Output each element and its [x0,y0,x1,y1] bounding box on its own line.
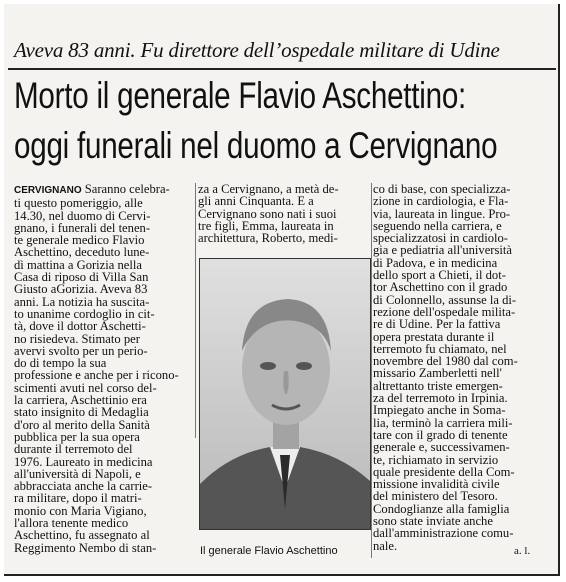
article-text-line: Aschettino, fu assegnato al [14,528,150,543]
article-text-line: novembre del 1980 dal com- [373,354,518,369]
article-text-line: te, richiamato in servizio [373,452,499,467]
article-text-line: tare con il grado di tenente [373,427,508,442]
article-text-line: rezione dell'ospedale milita- [373,304,516,319]
article-text-line: tor Aschettino con il grado [373,280,508,295]
article-text-line: Cervignano sono nati i suoi [198,206,337,221]
article-text-line: abbracciata anche la carrie- [14,479,153,494]
article-text-line: Saranno celebra- [84,182,170,196]
article-text-line: lia, terminò la carriera mili- [373,415,513,430]
article-text-line: to unanime cordoglio in cit- [14,306,155,321]
article-text-line: opera prestata durante il [373,329,495,344]
headline-line-2: oggi funerali nel duomo a Cervignano [14,125,498,166]
article-kicker: Aveva 83 anni. Fu direttore dell’ospedale militare di Udine [14,38,500,62]
article-text-line: avervi svolto per un perio- [14,343,148,358]
article-text-line: 1976. Laureato in medicina [14,454,153,469]
article-text-line: all'università di Napoli, e [14,466,141,481]
article-text-line: Condoglianze alla famiglia [373,501,510,516]
article-text-line: no risiedeva. Stimato per [14,331,140,346]
column-divider-2 [371,183,372,558]
article-text-line: gli anni Cinquanta. E a [198,194,314,209]
article-text-line: generale e, successivamen- [373,440,510,455]
article-text-line: di Padova, e in medicina [373,255,498,270]
article-text-line: Aschettino, deceduto lune- [14,245,150,260]
article-text-line: nale. [373,538,398,553]
article-text-line [14,183,194,197]
article-text-line: za a Cervignano, a metà de- [198,182,339,196]
column-divider-1 [195,183,196,438]
article-text-line: la carriera, Aschettinio era [14,393,147,408]
article-text-line: Impiegato anche in Soma- [373,403,506,418]
portrait-image [200,259,370,529]
article-text-line: dello sport a Chieti, il dot- [373,268,506,283]
article-text-line: specializzatosi in cardiolo- [373,231,508,246]
article-text-line: scimenti avuti nel corso del- [14,380,157,395]
article-text-line: sono state inviate anche [373,514,493,529]
article-text-line: monio con Maria Vigiano, [14,503,147,518]
portrait-photo [199,258,371,530]
kicker-rule [8,68,556,70]
article-text-line: anni. La notizia ha suscita- [14,294,150,309]
article-text-line: l'allora tenente medico [14,516,129,531]
article-text-line: gnano, i funerali del tenen- [14,220,151,235]
article-text-line: Casa di riposo di Villa San [14,270,149,285]
article-text-line: Giusto aGorizia. Aveva 83 [14,282,148,297]
article-text-line: ti questo pomeriggio, alle [14,196,143,211]
article-text-line: di Colonnello, assunse la di- [373,292,517,307]
article-text-line: altrettanto triste emergen- [373,378,503,393]
article-text-line: professione e anche per i ricono- [14,368,179,383]
article-text-line: te generale medico Flavio [14,233,145,248]
article-text-line: Reggimento Nembo di stan- [14,540,157,555]
article-text-line: tre figli, Emma, laureata in [198,218,334,233]
article-text-line: co di base, con specializza- [373,182,511,196]
dateline: CERVIGNANO [14,185,82,196]
article-text-line: durante il terremoto del [14,442,133,457]
article-text-line: via, laureata in lingue. Pro- [373,206,511,221]
headline-line-1: Morto il generale Flavio Aschettino: [14,75,467,116]
photo-caption: Il generale Flavio Aschettino [200,545,338,557]
article-text-line: stato insignito di Medaglia [14,405,149,420]
article-text-line: dì mattina a Gorizia nella [14,257,142,272]
article-text-line: gia e pediatria all'università [373,243,512,258]
article-text-line: zione in cardiologia, e Fla- [373,194,509,209]
article-column-3 [373,183,551,552]
article-column-2 [198,183,370,244]
article-text-line: missario Zamberletti nell' [373,366,502,381]
article-text-line: do di tempo la sua [14,356,107,371]
article-text-line: quale presidente della Com- [373,464,515,479]
article-text-line: d'oro al merito della Sanità [14,417,150,432]
article-text-line: tà, dove il dottor Aschetti- [14,319,146,334]
article-text-line: architettura, Roberto, medi- [198,231,338,246]
article-column-1 [14,183,194,554]
article-text-line: 14.30, nel duomo di Cervi- [14,208,151,223]
article-text-line: del ministero del Tesoro. [373,489,498,504]
article-text-line: pubblica per la sua opera [14,429,140,444]
article-text-line: ra militare, dopo il matri- [14,491,142,506]
article-text-line: missione invalidità civile [373,477,500,492]
article-text-line: seguendo nella carriera, e [373,218,502,233]
article-text-line: terremoto fu chiamato, nel [373,341,507,356]
article-text-line: dall'amministrazione comu- [373,526,514,541]
article-text-line: re di Udine. Per la fattiva [373,317,501,332]
article-text-line: za del terremoto in Irpinia. [373,391,508,406]
author-initials: a. l. [514,545,531,557]
